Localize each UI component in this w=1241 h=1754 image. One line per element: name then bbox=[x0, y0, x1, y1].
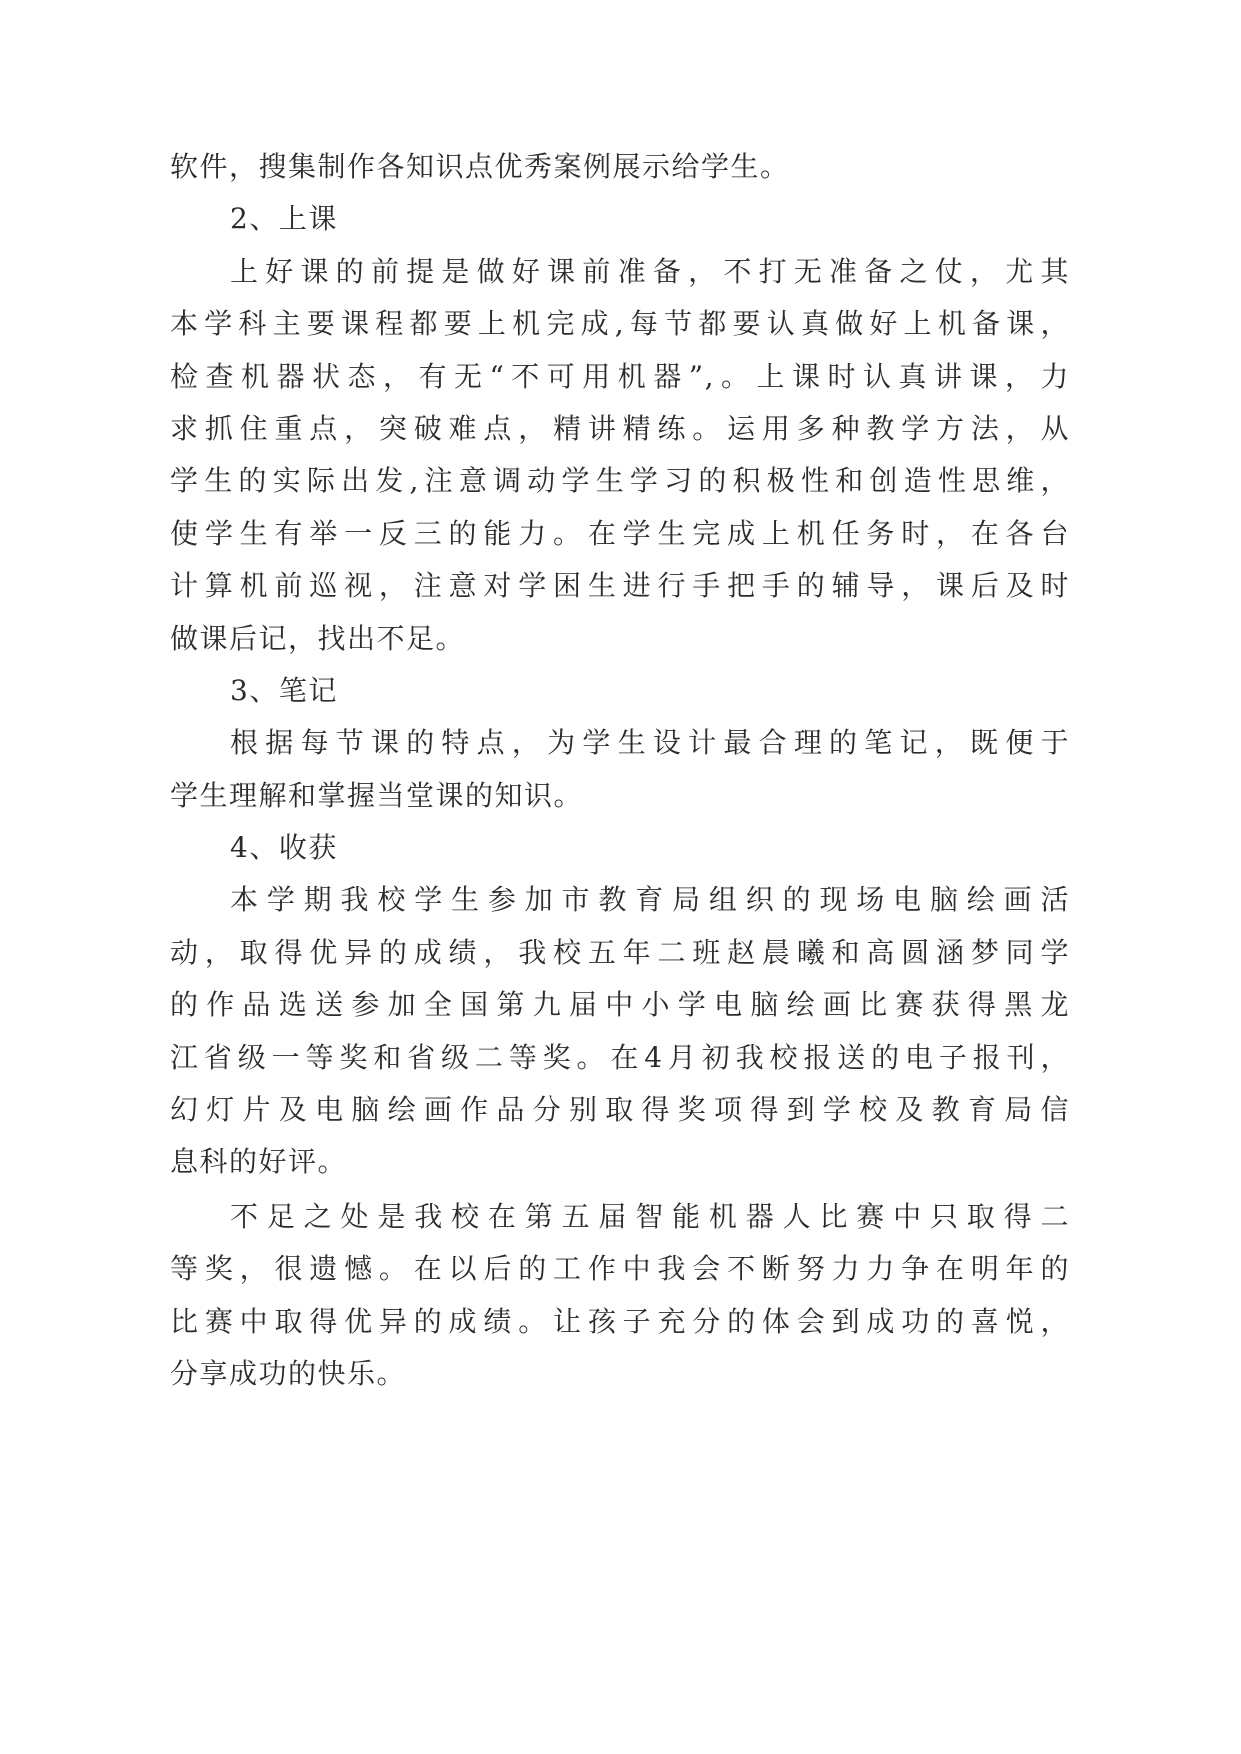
text-line: 等奖，很遗憾。在以后的工作中我会不断努力力争在明年的 bbox=[170, 1252, 1070, 1286]
section-heading-notes bbox=[170, 665, 1070, 717]
text-line: 不足之处是我校在第五届智能机器人比赛中只取得二 bbox=[230, 1199, 1070, 1233]
text-line: 检查机器状态，有无“不可用机器”,。上课时认真讲课，力 bbox=[170, 359, 1070, 393]
text-line: 学生理解和掌握当堂课的知识。 bbox=[170, 778, 584, 812]
text-line: 上好课的前提是做好课前准备，不打无准备之仗，尤其 bbox=[230, 254, 1070, 288]
text-line: 学生的实际出发,注意调动学生学习的积极性和创造性思维， bbox=[170, 464, 1070, 498]
heading-text: 3、笔记 bbox=[230, 673, 338, 707]
text-line: 动，取得优异的成绩，我校五年二班赵晨曦和高圆涵梦同学 bbox=[170, 935, 1070, 969]
heading-text: 2、上课 bbox=[230, 202, 338, 236]
paragraph-continuation bbox=[170, 141, 1070, 193]
document-page bbox=[170, 141, 1070, 1400]
text-line: 幻灯片及电脑绘画作品分别取得奖项得到学校及教育局信 bbox=[170, 1093, 1070, 1127]
paragraph-achievements bbox=[170, 874, 1070, 1188]
text-line: 使学生有举一反三的能力。在学生完成上机任务时，在各台 bbox=[170, 516, 1070, 550]
section-heading-achievements bbox=[170, 822, 1070, 874]
text-line: 息科的好评。 bbox=[170, 1145, 348, 1179]
section-heading-class bbox=[170, 193, 1070, 245]
paragraph-class bbox=[170, 246, 1070, 665]
text-line: 本学期我校学生参加市教育局组织的现场电脑绘画活 bbox=[230, 883, 1070, 917]
text-line: 求抓住重点，突破难点，精讲精练。运用多种教学方法，从 bbox=[170, 411, 1070, 445]
text-line: 的作品选送参加全国第九届中小学电脑绘画比赛获得黑龙 bbox=[170, 988, 1070, 1022]
text-line: 根据每节课的特点，为学生设计最合理的笔记，既便于 bbox=[230, 726, 1070, 760]
text-line: 比赛中取得优异的成绩。让孩子充分的体会到成功的喜悦， bbox=[170, 1304, 1070, 1338]
text-line: 江省级一等奖和省级二等奖。在4月初我校报送的电子报刊， bbox=[170, 1040, 1070, 1074]
text-line: 软件，搜集制作各知识点优秀案例展示给学生。 bbox=[170, 150, 790, 183]
text-line: 分享成功的快乐。 bbox=[170, 1356, 407, 1390]
text-line: 本学科主要课程都要上机完成,每节都要认真做好上机备课， bbox=[170, 307, 1070, 341]
heading-text: 4、收获 bbox=[230, 831, 338, 865]
paragraph-notes bbox=[170, 717, 1070, 822]
text-line: 计算机前巡视，注意对学困生进行手把手的辅导，课后及时 bbox=[170, 569, 1070, 603]
text-line: 做课后记，找出不足。 bbox=[170, 621, 466, 655]
paragraph-shortcomings bbox=[170, 1191, 1070, 1401]
